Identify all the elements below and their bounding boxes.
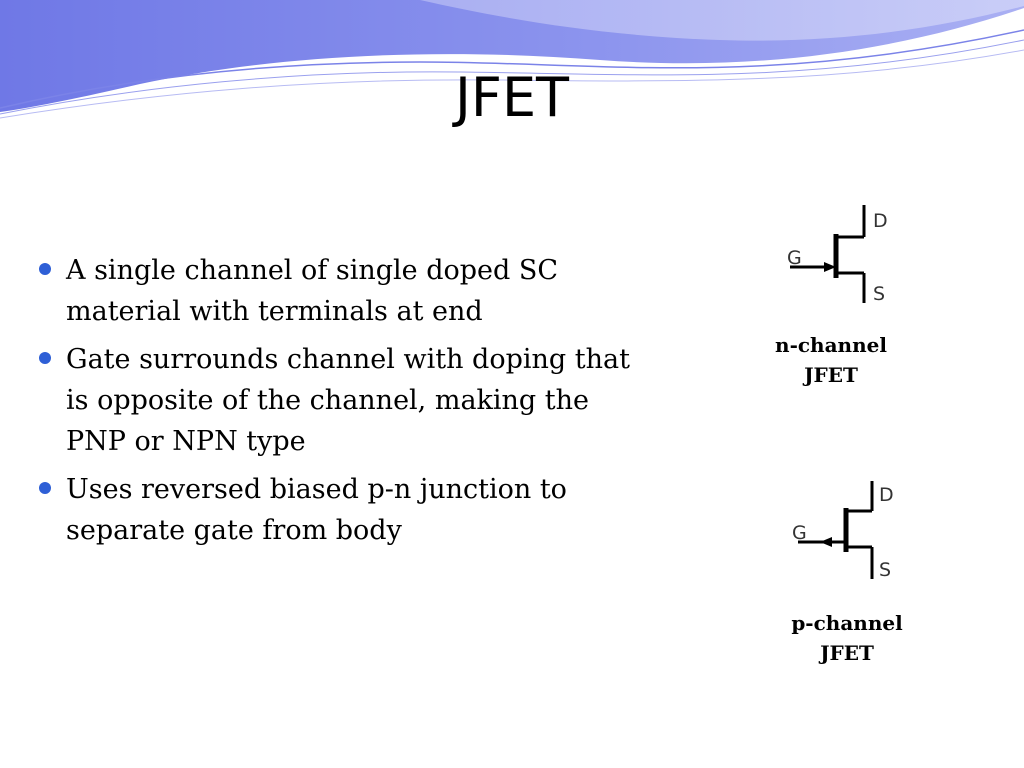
bullet-dot-icon bbox=[39, 482, 51, 494]
caption-line: p-channel bbox=[791, 611, 903, 635]
drain-label: D bbox=[873, 210, 888, 232]
bullet-item bbox=[36, 339, 656, 462]
bullet-text: A single channel of single doped SC material with terminals at end bbox=[66, 255, 559, 327]
source-label: S bbox=[873, 283, 886, 305]
n-channel-caption bbox=[741, 330, 921, 390]
bullet-dot-icon bbox=[39, 263, 51, 275]
gate-label: G bbox=[792, 522, 807, 544]
drain-label: D bbox=[879, 484, 894, 506]
caption-line: JFET bbox=[804, 363, 858, 387]
bullet-item bbox=[36, 250, 656, 332]
caption-line: JFET bbox=[820, 641, 874, 665]
p-channel-caption bbox=[757, 608, 937, 668]
caption-line: n-channel bbox=[775, 333, 887, 357]
bullet-list bbox=[36, 250, 656, 558]
bullet-text: Uses reversed biased p-n junction to separate gate from body bbox=[66, 474, 567, 546]
bullet-item bbox=[36, 469, 656, 551]
p-channel-jfet-symbol bbox=[776, 476, 916, 586]
gate-arrow-out-icon bbox=[820, 537, 832, 547]
slide-title: JFET bbox=[454, 66, 570, 129]
n-channel-jfet-symbol bbox=[772, 200, 912, 310]
source-label: S bbox=[879, 559, 892, 581]
bullet-text: Gate surrounds channel with doping that is opposite of the channel, making the PNP or NPN type bbox=[66, 344, 630, 457]
gate-label: G bbox=[787, 247, 802, 269]
bullet-dot-icon bbox=[39, 352, 51, 364]
